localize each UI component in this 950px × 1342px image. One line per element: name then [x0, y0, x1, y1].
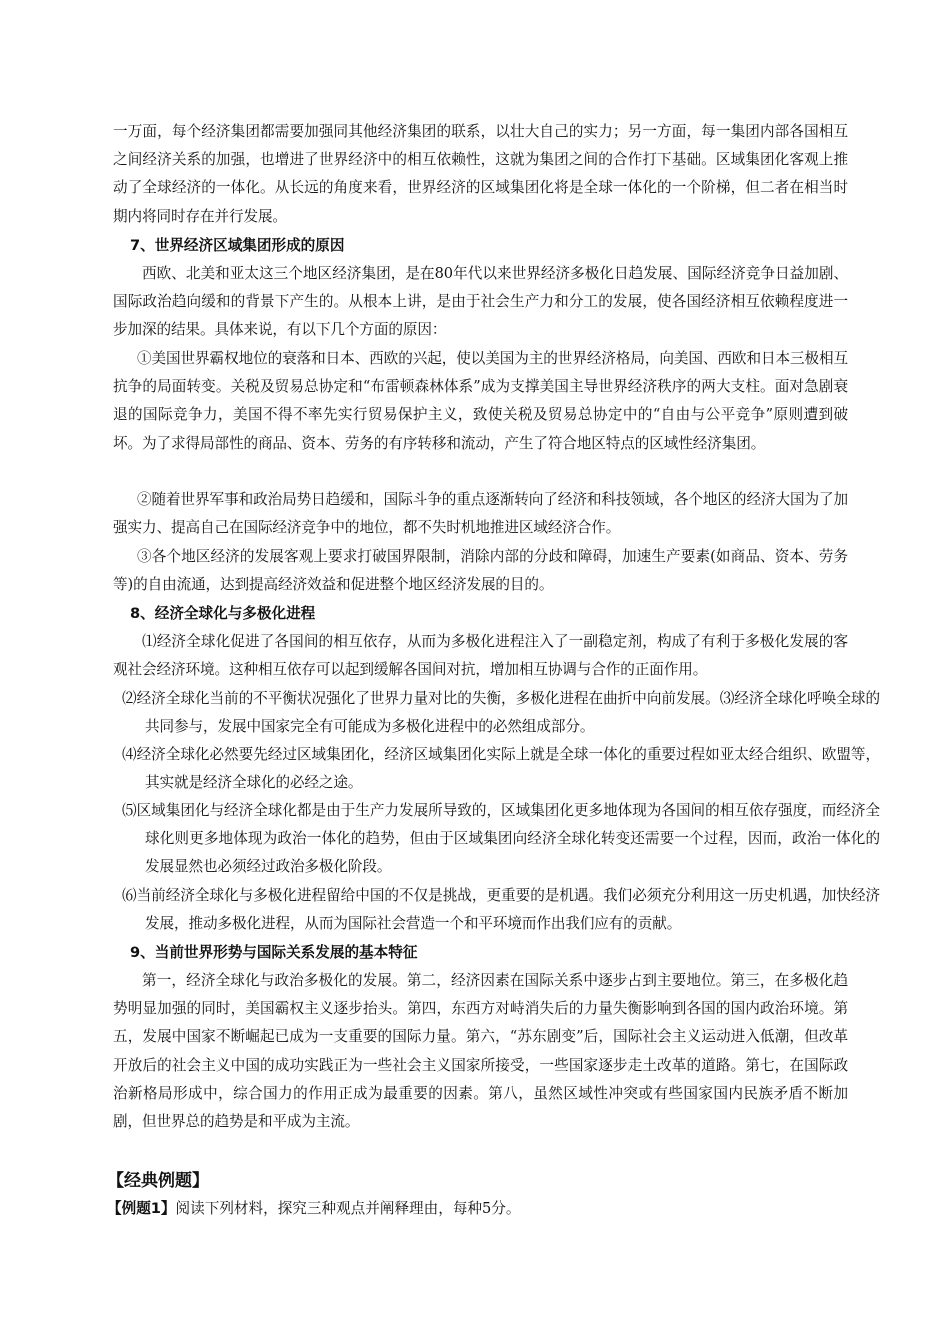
- intro-paragraph: 一万面，每个经济集团都需要加强同其他经济集团的联系，以壮大自己的实力；另一方面，每一集团内部各国相互之间经济关系的加强，也增进了世界经济中的相互依赖性，这就为集团之间的合作打下基础。区域集团化客观上推动了全球经济的一体化。从长远的角度来看，世界经济的区域集团化将是全球一体化的一个阶梯，但二者在相当时期内将同时存在并行发展。: [113, 123, 848, 225]
- classic-examples-title: 【经典例题】: [107, 1171, 209, 1191]
- section-8-heading: 8、经济全球化与多极化进程: [130, 605, 316, 622]
- section-8-item-1: ⑴经济全球化促进了各国间的相互依存，从而为多极化进程注入了一副稳定剂，构成了有利于多极化发展的客观社会经济环境。这种相互依存可以起到缓解各国间对抗，增加相互协调与合作的正面作用。: [113, 633, 848, 679]
- section-8-item-2: ⑵经济全球化当前的不平衡状况强化了世界力量对比的失衡，多极化进程在曲折中向前发展。⑶经济全球化呼唤全球的共同参与，发展中国家完全有可能成为多极化进程中的必然组成部分。: [122, 690, 880, 736]
- section-7-point-3: ③各个地区经济的发展客观上要求打破国界限制，消除内部的分歧和障碍，加速生产要素(如商品、资本、劳务等)的自由流通，达到提高经济效益和促进整个地区经济发展的目的。: [113, 548, 848, 594]
- example-1-tag: 【例题1】: [107, 1200, 176, 1217]
- section-9-body: 第一，经济全球化与政治多极化的发展。第二，经济因素在国际关系中逐步占到主要地位。第三，在多极化趋势明显加强的同时，美国霸权主义逐步抬头。第四，东西方对峙消失后的力量失衡影响到各国的国内政治环境。第五，发展中国家不断崛起已成为一支重要的国际力量。第六，“苏东剧变”后，国际社会主义运动进入低潮，但改革开放后的社会主义中国的成功实践正为一些社会主义国家所接受，一些国家逐步走土改革的道路。第七，在国际政治新格局形成中，综合国力的作用正成为最重要的因素。第八，虽然区域性冲突或有些国家国内民族矛盾不断加剧，但世界总的趋势是和平成为主流。: [113, 972, 848, 1131]
- example-1: [107, 1195, 842, 1223]
- section-7-intro: 西欧、北美和亚太这三个地区经济集团，是在80年代以来世界经济多极化日趋发展、国际经济竞争日益加剧、国际政治趋向缓和的背景下产生的。从根本上讲，是由于社会生产力和分工的发展，使各国经济相互依赖程度进一步加深的结果。具体来说，有以下几个方面的原因：: [113, 265, 848, 339]
- section-8-item-6: ⑹当前经济全球化与多极化进程留给中国的不仅是挑战，更重要的是机遇。我们必须充分利用这一历史机遇，加快经济发展，推动多极化进程，从而为国际社会营造一个和平环境而作出我们应有的贡献。: [122, 887, 880, 933]
- section-7-point-2: ②随着世界军事和政治局势日趋缓和，国际斗争的重点逐渐转向了经济和科技领域，各个地区的经济大国为了加强实力、提高自己在国际经济竞争中的地位，都不失时机地推进区域经济合作。: [113, 491, 848, 537]
- section-7-heading: 7、世界经济区域集团形成的原因: [130, 237, 345, 254]
- section-8-item-5: ⑸区域集团化与经济全球化都是由于生产力发展所导致的，区域集团化更多地体现为各国间的相互依存强度，而经济全球化则更多地体现为政治一体化的趋势，但由于区域集团向经济全球化转变还需要一个过程，因而，政治一体化的发展显然也必须经过政治多极化阶段。: [122, 802, 880, 876]
- section-8-item-4: ⑷经济全球化必然要先经过区域集团化，经济区域集团化实际上就是全球一体化的重要过程如亚太经合组织、欧盟等，其实就是经济全球化的必经之途。: [122, 746, 880, 792]
- section-9-heading: 9、当前世界形势与国际关系发展的基本特征: [130, 944, 418, 961]
- example-1-text: 阅读下列材料，探究三种观点并阐释理由，每种5分。: [175, 1200, 521, 1217]
- section-7-point-1: ①美国世界霸权地位的衰落和日本、西欧的兴起，使以美国为主的世界经济格局，向美国、西欧和日本三极相互抗争的局面转变。关税及贸易总协定和“布雷顿森林体系”成为支撑美国主导世界经济秩序的两大支柱。面对急剧衰退的国际竞争力，美国不得不率先实行贸易保护主义，致使关税及贸易总协定中的“自由与公平竞争”原则遭到破坏。为了求得局部性的商品、资本、劳务的有序转移和流动，产生了符合地区特点的区域性经济集团。: [113, 350, 848, 452]
